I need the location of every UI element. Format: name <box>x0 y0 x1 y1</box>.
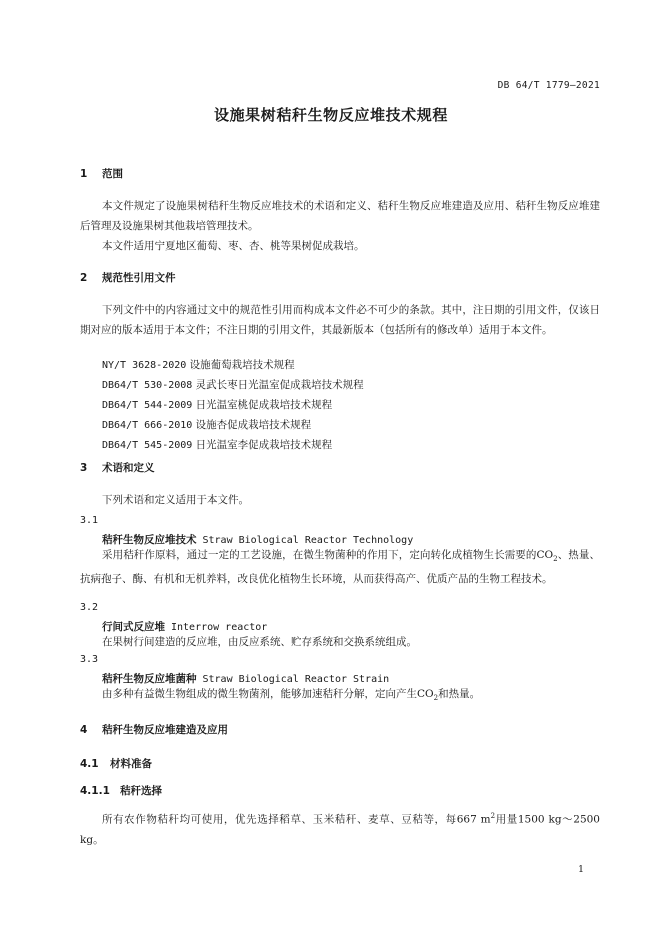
subsection-number: 4.1 <box>80 758 99 770</box>
definition-text: 采用秸秆作原料，通过一定的工艺设施，在微生物菌种的作用下，定向转化成植物生长需要的CO <box>102 549 554 561</box>
page-number: 1 <box>577 864 584 875</box>
document-title: 设施果树秸秆生物反应堆技术规程 <box>213 106 448 124</box>
term-zh: 行间式反应堆 <box>102 621 165 633</box>
reference-name: 日光温室李促成栽培技术规程 <box>195 439 333 451</box>
reference-code: DB64/T 545-2009 <box>102 440 193 451</box>
paragraph-text: 所有农作物秸秆均可使用，优先选择稻草、玉米秸秆、麦草、豆秸等，每667 m <box>102 813 491 826</box>
reference-name: 设施葡萄栽培技术规程 <box>189 359 295 371</box>
term-zh: 秸秆生物反应堆技术 <box>102 534 197 546</box>
subsection-4-1-1-heading <box>80 783 162 798</box>
terms-intro-paragraph: 下列术语和定义适用于本文件。 <box>102 494 249 506</box>
definition-text: 和热量。 <box>438 688 481 700</box>
reference-item <box>102 397 332 412</box>
reference-item <box>102 437 332 452</box>
reference-name: 灵武长枣日光温室促成栽培技术规程 <box>195 379 364 391</box>
subsection-title: 材料准备 <box>110 758 152 770</box>
subscript: 2 <box>433 694 439 703</box>
term-zh: 秸秆生物反应堆菌种 <box>102 673 197 685</box>
section-number: 1 <box>80 168 88 180</box>
reference-item <box>102 377 364 392</box>
subscript: 2 <box>553 555 558 564</box>
term-en: Interrow reactor <box>171 622 268 633</box>
term-number: 3.3 <box>80 654 99 665</box>
term-number: 3.2 <box>80 602 99 613</box>
section-4-heading <box>80 722 228 737</box>
term-en: Straw Biological Reactor Strain <box>202 674 390 685</box>
subsection-4-1-heading <box>80 756 152 771</box>
term-number: 3.1 <box>80 515 99 526</box>
superscript: 2 <box>490 812 496 820</box>
reference-item <box>102 417 311 432</box>
section-number: 4 <box>80 724 88 736</box>
section-1-heading <box>80 166 123 181</box>
references-intro-paragraph: 下列文件中的内容通过文中的规范性引用而构成本文件必不可少的条款。其中，注日期的引用文件，仅该日期对应的版本适用于本文件；不注日期的引用文件，其最新版本（包括所有的修改单）适用于本文件。 <box>80 304 600 336</box>
term-definition: 在果树行间建造的反应堆，由反应系统、贮存系统和交换系统组成。 <box>102 636 417 648</box>
scope-paragraph-1: 本文件规定了设施果树秸秆生物反应堆技术的术语和定义、秸秆生物反应堆建造及应用、秸秆生物反应堆建后管理及设施果树其他栽培管理技术。 <box>80 200 600 232</box>
reference-name: 设施杏促成栽培技术规程 <box>195 419 312 431</box>
definition-text: 、热量、抗病孢子、酶、有机和无机养料，改良优化植物生长环境，从而获得高产、优质产品的生物工程技术。 <box>80 549 600 586</box>
standard-code: DB 64/T 1779—2021 <box>497 80 600 91</box>
reference-code: DB64/T 666-2010 <box>102 420 193 431</box>
subsection-number: 4.1.1 <box>80 785 110 797</box>
reference-code: DB64/T 530-2008 <box>102 380 193 391</box>
term-definition <box>80 684 600 708</box>
reference-name: 日光温室桃促成栽培技术规程 <box>195 399 333 411</box>
scope-paragraph-2: 本文件适用宁夏地区葡萄、枣、杏、桃等果树促成栽培。 <box>102 240 365 252</box>
section-number: 2 <box>80 272 88 284</box>
section-title: 规范性引用文件 <box>102 272 176 284</box>
section-title: 范围 <box>102 168 123 180</box>
reference-code: DB64/T 544-2009 <box>102 400 193 411</box>
subsection-title: 秸秆选择 <box>120 785 162 797</box>
section-title: 秸秆生物反应堆建造及应用 <box>102 724 228 736</box>
reference-item <box>102 357 295 372</box>
term-en: Straw Biological Reactor Technology <box>202 535 414 546</box>
definition-text: 由多种有益微生物组成的微生物菌剂，能够加速秸秆分解，定向产生CO <box>102 688 434 700</box>
term-definition <box>80 545 600 589</box>
reference-code: NY/T 3628-2020 <box>102 360 187 371</box>
section-3-heading <box>80 460 155 475</box>
section-2-heading <box>80 270 176 285</box>
straw-selection-paragraph <box>80 806 600 850</box>
section-number: 3 <box>80 462 88 474</box>
section-title: 术语和定义 <box>102 462 155 474</box>
paragraph-text: 用量1500 kg～2500 kg。 <box>80 813 600 846</box>
